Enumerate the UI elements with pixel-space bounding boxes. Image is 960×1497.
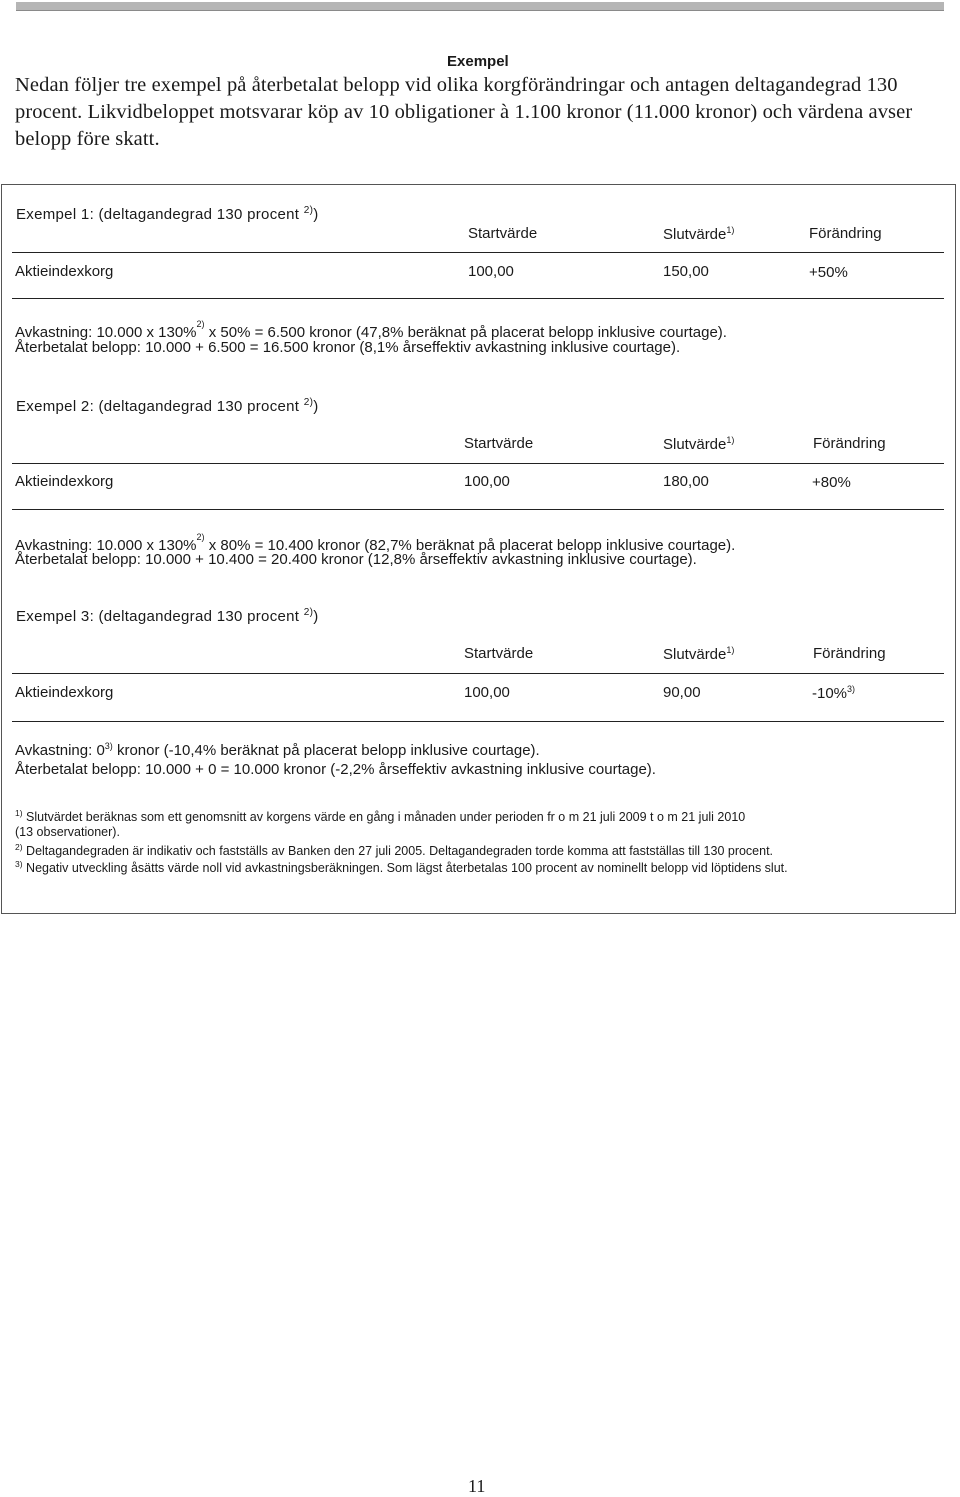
example-3-title: Exempel 3: (deltagandegrad 130 procent $^{2)}$) — [16, 607, 319, 625]
example-1-end-value: 150,00 — [663, 263, 709, 280]
example-2-col-start: Startvärde — [464, 435, 534, 452]
example-3-rule-bottom — [12, 721, 944, 722]
footnote-1-continuation: (13 observationer). — [15, 825, 120, 839]
example-1-title: Exempel 1: (deltagandegrad 130 procent $^{2)}$) — [16, 205, 319, 223]
example-1-col-end: Slutvärde$^{1)}$ — [663, 225, 735, 243]
example-1-row-label: Aktieindexkorg — [15, 263, 114, 280]
section-heading: Exempel — [447, 53, 509, 70]
footnote-1: $^{1)}$ Slutvärdet beräknas som ett genomsnitt av korgens värde en gång i månaden under perioden fr o m 21 juli 2009 t o m 21 juli 2010 — [15, 808, 746, 824]
top-rule — [16, 2, 944, 11]
example-2-change-value: +80% — [812, 474, 851, 491]
example-1-col-change: Förändring — [809, 225, 882, 242]
intro-paragraph: Nedan följer tre exempel på återbetalat belopp vid olika korgförändringar och antagen deltagandegrad 130 procent. Likvidbeloppet motsvarar köp av 10 obligationer à 1.100 kronor (11.000 kronor) och värdena avser belopp före skatt. — [15, 74, 913, 150]
example-2-title: Exempel 2: (deltagandegrad 130 procent $^{2)}$) — [16, 397, 319, 415]
example-3-col-end: Slutvärde$^{1)}$ — [663, 645, 735, 663]
example-2-row-label: Aktieindexkorg — [15, 473, 114, 490]
example-1-repaid-line: Återbetalat belopp: 10.000 + 6.500 = 16.500 kronor (8,1% årseffektiv avkastning inklusive courtage). — [15, 339, 681, 356]
example-2-start-value: 100,00 — [464, 473, 510, 490]
example-1-change-value: +50% — [809, 264, 848, 281]
example-2-rule-bottom — [12, 509, 944, 510]
footnote-3: $^{3)}$ Negativ utveckling åsätts värde noll vid avkastningsberäkningen. Som lägst återbetalas 100 procent av nominellt belopp vid löptidens slut. — [15, 859, 788, 875]
example-1-rule-top — [12, 252, 944, 253]
example-2-rule-top — [12, 463, 944, 464]
example-3-return-line: Avkastning: 0$^{3)}$ kronor (-10,4% beräknat på placerat belopp inklusive courtage). — [15, 741, 540, 759]
example-1-return-line: Avkastning: 10.000 x 130%$^{2)}$ x 50% = 6.500 kronor (47,8% beräknat på placerat belopp inklusive courtage). — [15, 319, 727, 341]
example-3-end-value: 90,00 — [663, 684, 701, 701]
example-3-change-value: -10%$^{3)}$ — [812, 684, 856, 702]
example-1-rule-bottom — [12, 298, 944, 299]
example-1-start-value: 100,00 — [468, 263, 514, 280]
example-2-return-line: Avkastning: 10.000 x 130%$^{2)}$ x 80% = 10.400 kronor (82,7% beräknat på placerat belopp inklusive courtage). — [15, 532, 736, 554]
example-2-repaid-line: Återbetalat belopp: 10.000 + 10.400 = 20.400 kronor (12,8% årseffektiv avkastning inklusive courtage). — [15, 551, 697, 568]
page-number: 11 — [468, 1476, 486, 1496]
example-1-col-start: Startvärde — [468, 225, 538, 242]
footnote-2: $^{2)}$ Deltagandegraden är indikativ och fastställs av Banken den 27 juli 2005. Deltagandegraden torde komma att fastställas till 130 procent. — [15, 842, 774, 858]
example-3-col-change: Förändring — [813, 645, 886, 662]
example-3-rule-top — [12, 673, 944, 674]
example-3-row-label: Aktieindexkorg — [15, 684, 114, 701]
example-2-end-value: 180,00 — [663, 473, 709, 490]
example-3-repaid-line: Återbetalat belopp: 10.000 + 0 = 10.000 kronor (-2,2% årseffektiv avkastning inklusive courtage). — [15, 761, 656, 778]
example-3-start-value: 100,00 — [464, 684, 510, 701]
example-2-col-end: Slutvärde$^{1)}$ — [663, 435, 735, 453]
example-3-col-start: Startvärde — [464, 645, 534, 662]
example-2-col-change: Förändring — [813, 435, 886, 452]
